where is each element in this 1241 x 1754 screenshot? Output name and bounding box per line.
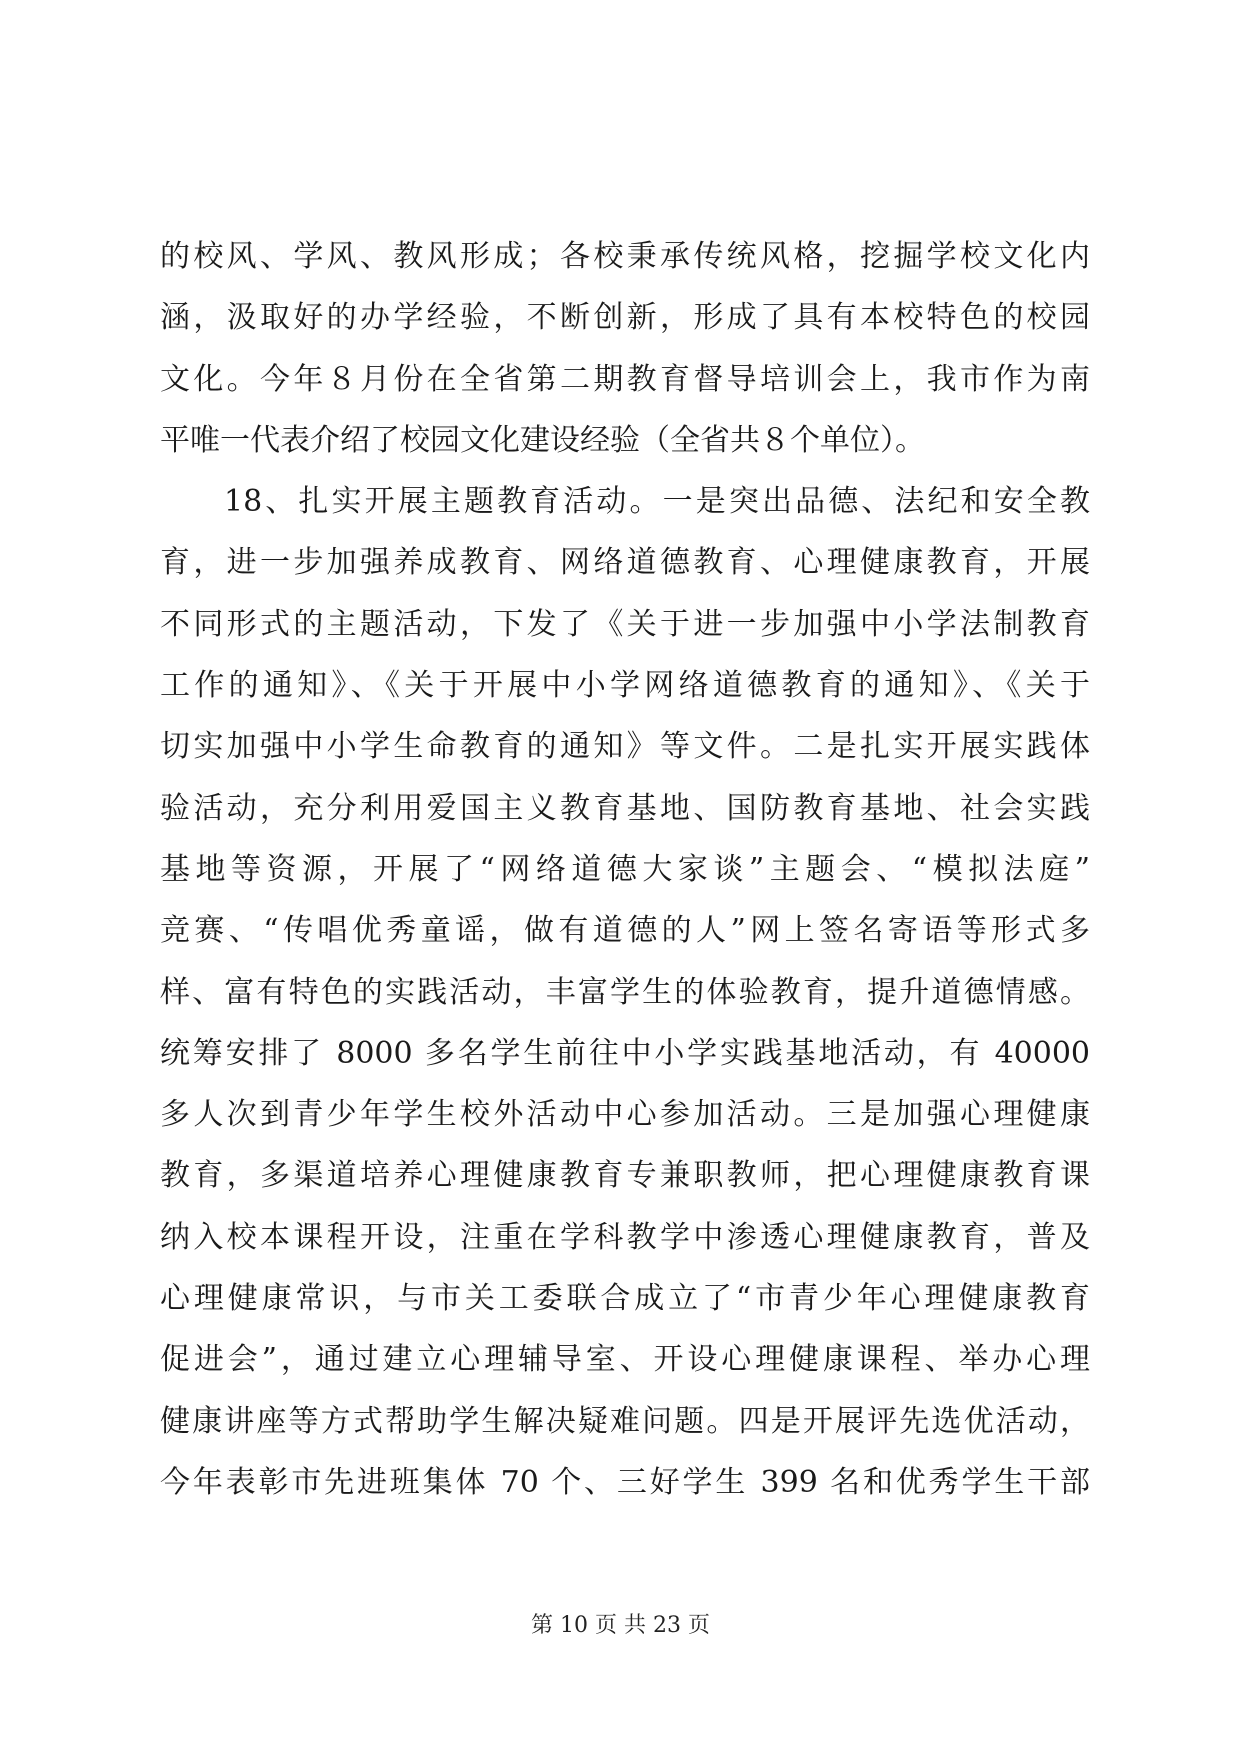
text-line: 切实加强中小学生命教育的通知》等文件。二是扎实开展实践体 — [160, 729, 1090, 765]
text-line: 样、富有特色的实践活动，丰富学生的体验教育，提升道德情感。 — [160, 974, 1090, 1010]
text-line: 涵，汲取好的办学经验，不断创新，形成了具有本校特色的校园 — [160, 300, 1090, 336]
text-line: 纳入校本课程开设，注重在学科教学中渗透心理健康教育，普及 — [160, 1219, 1090, 1255]
page-number-footer: 第 10 页 共 23 页 — [531, 1613, 710, 1638]
text-line: 今年表彰市先进班集体 70 个、三好学生 399 名和优秀学生干部 — [160, 1464, 1090, 1500]
text-line: 心理健康常识，与市关工委联合成立了“市青少年心理健康教育 — [160, 1281, 1090, 1317]
text-line: 促进会”，通过建立心理辅导室、开设心理健康课程、举办心理 — [160, 1342, 1090, 1378]
text-line: 健康讲座等方式帮助学生解决疑难问题。四是开展评先选优活动， — [160, 1403, 1090, 1439]
text-line: 教育，多渠道培养心理健康教育专兼职教师，把心理健康教育课 — [160, 1158, 1090, 1194]
body-text — [160, 226, 1090, 1513]
text-line: 18、扎实开展主题教育活动。一是突出品德、法纪和安全教 — [224, 484, 1090, 520]
text-line: 竞赛、“传唱优秀童谣，做有道德的人”网上签名寄语等形式多 — [160, 913, 1090, 949]
text-line: 文化。今年８月份在全省第二期教育督导培训会上，我市作为南 — [160, 361, 1090, 397]
text-line: 多人次到青少年学生校外活动中心参加活动。三是加强心理健康 — [160, 1097, 1090, 1133]
text-line: 育，进一步加强养成教育、网络道德教育、心理健康教育，开展 — [160, 545, 1090, 581]
text-line: 验活动，充分利用爱国主义教育基地、国防教育基地、社会实践 — [160, 790, 1090, 826]
text-line: 的校风、学风、教风形成；各校秉承传统风格，挖掘学校文化内 — [160, 239, 1090, 274]
text-line: 不同形式的主题活动，下发了《关于进一步加强中小学法制教育 — [160, 606, 1090, 642]
text-line: 统筹安排了 8000 多名学生前往中小学实践基地活动，有 40000 — [160, 1035, 1090, 1071]
text-line: 工作的通知》、《关于开展中小学网络道德教育的通知》、《关于 — [160, 668, 1090, 704]
text-line: 平唯一代表介绍了校园文化建设经验（全省共８个单位）。 — [160, 422, 925, 458]
text-line: 基地等资源，开展了“网络道德大家谈”主题会、“模拟法庭” — [160, 851, 1090, 887]
